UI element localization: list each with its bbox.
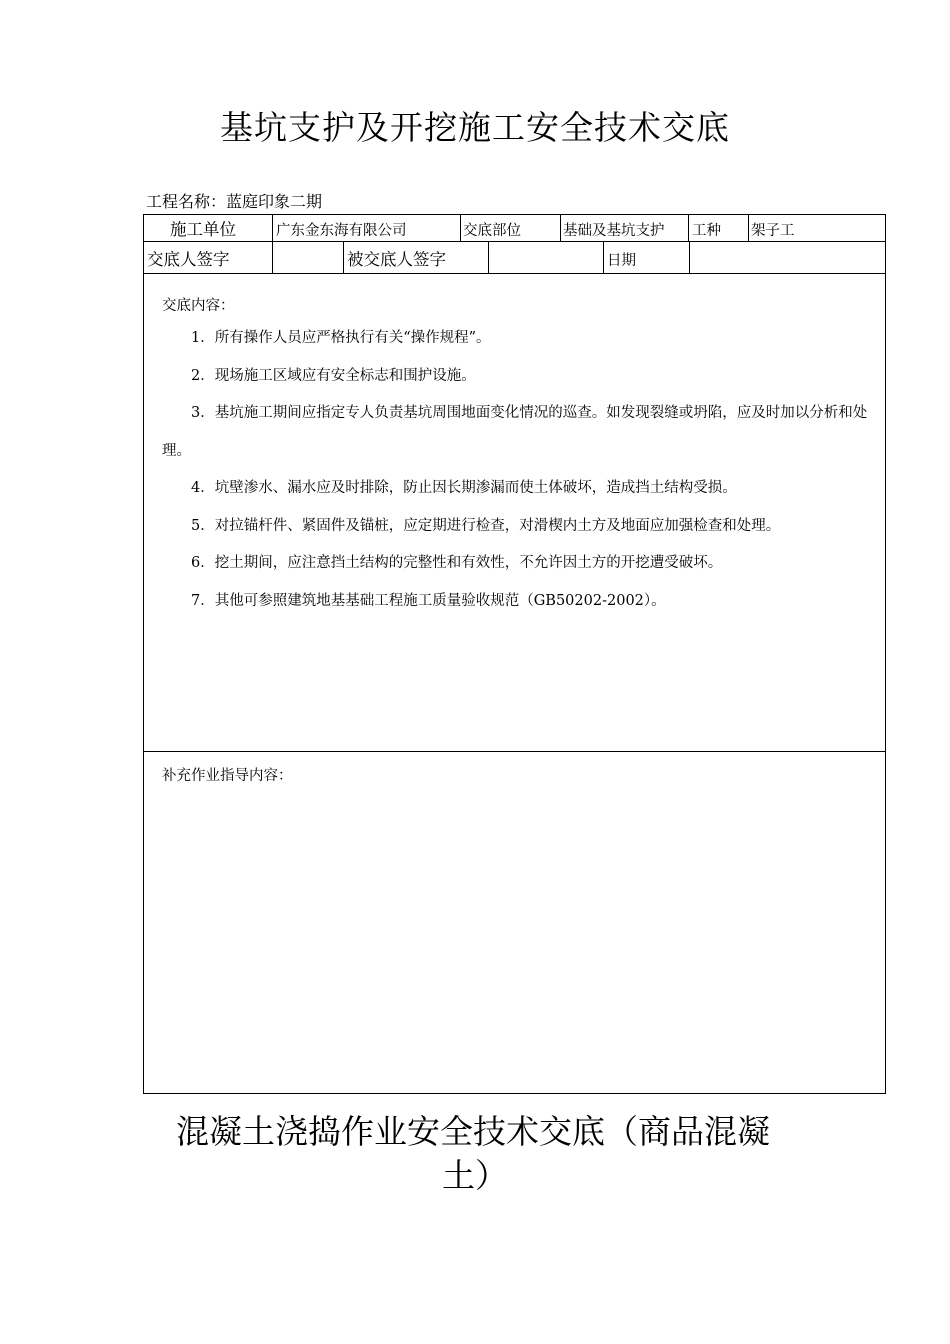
construction-unit-value: 广东金东海有限公司 <box>276 223 407 239</box>
project-name-label: 工程名称： <box>146 192 227 211</box>
project-name-line <box>146 189 322 212</box>
recipient-signature-label: 被交底人签字 <box>347 250 446 269</box>
content-item: 2．现场施工区域应有安全标志和围护设施。 <box>191 367 476 384</box>
cell-divider <box>603 241 604 273</box>
cell-divider <box>689 241 690 273</box>
content-item: 1．所有操作人员应严格执行有关“操作规程”。 <box>191 330 491 346</box>
cell-divider <box>272 215 273 241</box>
cell-divider <box>560 215 561 241</box>
next-title-line1: 混凝土浇捣作业安全技术交底（商品混凝 <box>176 1112 770 1151</box>
date-label: 日期 <box>607 253 636 269</box>
next-title-line2: 土） <box>442 1156 508 1195</box>
row-divider <box>144 241 885 242</box>
trade-label: 工种 <box>692 223 721 239</box>
disclosure-part-label: 交底部位 <box>463 223 521 239</box>
construction-unit-label: 施工单位 <box>170 220 236 239</box>
section-divider <box>144 751 885 752</box>
content-label: 交底内容： <box>162 298 235 314</box>
content-item: 4．坑壁渗水、漏水应及时排除，防止因长期渗漏而使土体破坏，造成挡土结构受损。 <box>191 480 737 496</box>
cell-divider <box>343 241 344 273</box>
discloser-signature-label: 交底人签字 <box>147 250 230 269</box>
cell-divider <box>488 241 489 273</box>
cell-divider <box>460 215 461 241</box>
next-section-title <box>0 1110 950 1198</box>
trade-value: 架子工 <box>751 223 795 239</box>
cell-divider <box>272 241 273 273</box>
project-name-value: 蓝庭印象二期 <box>226 192 323 211</box>
content-item: 6．挖土期间，应注意挡土结构的完整性和有效性，不允许因土方的开挖遭受破坏。 <box>191 555 723 571</box>
content-item: 5．对拉锚杆件、紧固件及锚桩，应定期进行检查，对滑楔内土方及地面应加强检查和处理。 <box>191 517 781 534</box>
page-title: 基坑支护及开挖施工安全技术交底 <box>220 108 730 147</box>
cell-divider <box>748 215 749 241</box>
cell-divider <box>688 215 689 241</box>
content-item: 7．其他可参照建筑地基基础工程施工质量验收规范（GB50202-2002）。 <box>191 592 666 609</box>
disclosure-part-value: 基础及基坑支护 <box>563 223 665 239</box>
supplementary-guidance-label: 补充作业指导内容： <box>162 768 293 784</box>
content-item: 3．基坑施工期间应指定专人负责基坑周围地面变化情况的巡查。如发现裂缝或坍陷，应及时加以分析和处理。 <box>162 405 868 459</box>
row-divider <box>144 273 885 274</box>
disclosure-content <box>162 294 872 620</box>
